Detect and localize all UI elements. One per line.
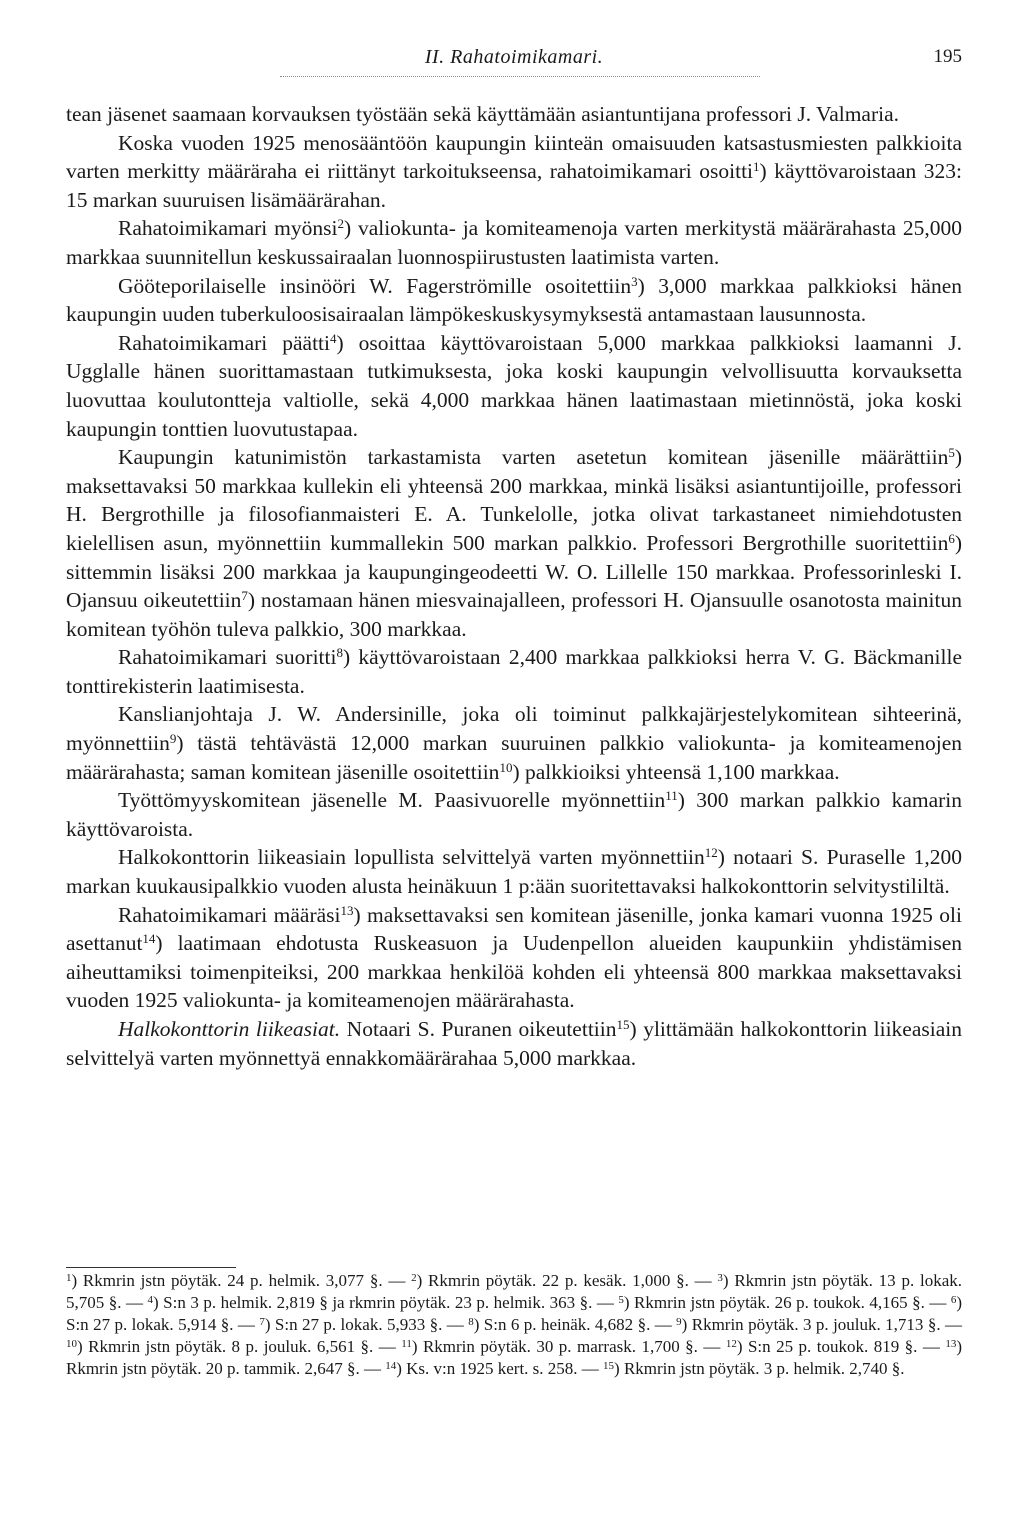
footnote: $^{13}$) Rkmrin jstn pöytäk. 20 p. tammik. 2,647 §. — [66, 1337, 962, 1378]
paragraph: Kaupungin katunimistön tarkastamista varten asetetun komitean jäsenille määrättiin$^5$) maksettavaksi 50 markkaa kullekin eli yhteensä 200 markkaa, minkä lisäksi asiantuntijoille, professori H. Bergrothille ja filosofianmaisteri E. A. Tunkelolle, jotka olivat tarkastaneet nimiehdotusten kielellisen asun, myönnettiin kummallekin 500 markan palkkio. Professori Bergrothille suoritettiin$^6$) sittemmin lisäksi 200 markkaa ja kaupungingeodeetti W. O. Lillelle 150 markkaa. Professorinleski I. Ojansuu oikeutettiin$^7$) nostamaan hänen miesvainajalleen, professori H. Ojansuulle osanotosta mainitun komitean työhön tuleva palkkio, 300 markkaa. [66, 445, 962, 641]
footnote: $^8$) S:n 6 p. heinäk. 4,682 §. — [468, 1315, 677, 1334]
paragraph-continuation: tean jäsenet saamaan korvauksen työstään sekä käyttämään asiantuntijana professori J. Valmaria. [66, 102, 900, 126]
paragraph: Rahatoimikamari määräsi$^{13}$) maksettavaksi sen komitean jäsenille, jonka kamari vuonna 1925 oli asettanut$^{14}$) laatimaan ehdotusta Ruskeasuon ja Uudenpellon alueiden kaupunkiin yhdistämisen aiheuttamiksi toimenpiteiksi, 200 markkaa henkilöä kohden eli yhteensä 800 markkaa maksettavaksi vuoden 1925 valiokunta- ja komiteamenojen määrärahasta. [66, 902, 962, 1013]
paragraph: Rahatoimikamari myönsi$^2$) valiokunta- ja komiteamenoja varten merkitystä määrärahasta 25,000 markkaa suunnitellun keskussairaalan luonnospiirustusten laatimista varten. [66, 216, 963, 269]
page-number: 195 [933, 46, 962, 67]
footnote-ref: 3 [631, 273, 638, 289]
footnote: $^3$) Rkmrin jstn pöytäk. 13 p. lokak. 5,705 §. — [66, 1271, 962, 1312]
footnote-ref: 14 [142, 931, 156, 947]
footnote: $^4$) S:n 3 p. helmik. 2,819 § ja rkmrin pöytäk. 23 p. helmik. 363 §. — [147, 1293, 619, 1312]
running-head [66, 46, 962, 76]
paragraph: Kanslianjohtaja J. W. Andersinille, joka oli toiminut palkkajärjestelykomitean sihteerinä, myönnettiin$^9$) tästä tehtävästä 12,000 markan suuruinen palkkio valiokunta- ja komiteamenojen määrärahasta; saman komitean jäsenille osoitettiin$^{10}$) palkkioiksi yhteensä 1,100 markkaa. [66, 702, 962, 784]
footnote: $^{12}$) S:n 25 p. toukok. 819 §. — [725, 1337, 946, 1356]
footnote: $^5$) Rkmrin jstn pöytäk. 26 p. toukok. 4,165 §. — [618, 1293, 951, 1312]
paragraph: Koska vuoden 1925 menosääntöön kaupungin kiinteän omaisuuden katsastusmiesten palkkioita varten merkitty määräraha ei riittänyt tarkoitukseensa, rahatoimikamari osoitti$^1$) käyttövaroistaan 323: 15 markan suuruisen lisämäärärahan. [66, 130, 963, 212]
footnotes [66, 1270, 962, 1380]
footnote: $^{10}$) Rkmrin jstn pöytäk. 8 p. jouluk. 6,561 §. — [66, 1337, 402, 1356]
paragraph: Halkokonttorin liikeasiat. Notaari S. Puranen oikeutettiin$^{15}$) ylittämään halkokonttorin liikeasiain selvittelyä varten myönnettyä ennakkomäärärahaa 5,000 markkaa. [66, 1017, 962, 1070]
footnote-ref: 9 [169, 731, 177, 747]
footnote-ref: 7 [241, 588, 248, 604]
footnote-ref: 10 [499, 759, 513, 775]
footnote: $^{11}$) Rkmrin pöytäk. 30 p. marrask. 1,700 §. — [401, 1337, 726, 1356]
footnote: $^2$) Rkmrin pöytäk. 22 p. kesäk. 1,000 §. — [411, 1271, 718, 1290]
footnote-ref: 6 [948, 530, 955, 546]
header-rule [280, 76, 760, 77]
footnote: $^{14}$) Ks. v:n 1925 kert. s. 258. — [385, 1359, 604, 1378]
footnote: $^{15}$) Rkmrin jstn pöytäk. 3 p. helmik. 2,740 §. [603, 1359, 905, 1378]
footnote: $^7$) S:n 27 p. lokak. 5,933 §. — [259, 1315, 469, 1334]
footnote: $^9$) Rkmrin pöytäk. 3 p. jouluk. 1,713 §. — [676, 1315, 963, 1334]
paragraph: Työttömyyskomitean jäsenelle M. Paasivuorelle myönnettiin$^{11}$) 300 markan palkkio kamarin käyttövaroista. [66, 788, 963, 841]
footnote: $^6$) S:n 27 p. lokak. 5,914 §. — [66, 1293, 963, 1334]
footnote-ref: 2 [337, 216, 344, 232]
footnote: $^1$) Rkmrin jstn pöytäk. 24 p. helmik. 3,077 §. — [66, 1271, 412, 1290]
footnote-ref: 5 [948, 445, 955, 461]
footnote-ref: 4 [330, 330, 337, 346]
footnote-ref: 13 [340, 902, 354, 918]
footnote-rule [66, 1267, 236, 1268]
footnote-ref: 8 [336, 645, 343, 661]
footnote-ref: 11 [665, 788, 678, 804]
paragraph: Rahatoimikamari päätti$^4$) osoittaa käyttövaroistaan 5,000 markkaa palkkioksi laamanni J. Ugglalle hänen suorittamastaan tutkimuksesta, joka koski kaupungin velvollisuutta korvauksetta luovuttaa koulutontteja valtiolle, sekä 4,000 markkaa hänen laatimastaan mietinnöstä, joka koski kaupungin tonttien luovutustapaa. [66, 330, 962, 441]
running-title: II. Rahatoimikamari. [424, 46, 604, 68]
paragraph: Rahatoimikamari suoritti$^8$) käyttövaroistaan 2,400 markkaa palkkioksi herra V. G. Bäckmanille tonttirekisterin laatimisesta. [66, 645, 963, 698]
footnote-ref: 1 [753, 159, 760, 175]
side-heading: Halkokonttorin liikeasiat. [118, 1017, 341, 1041]
paragraph: Halkokonttorin liikeasiain lopullista selvittelyä varten myönnettiin$^{12}$) notaari S. Puraselle 1,200 markan kuukausipalkkio vuoden alusta heinäkuun 1 p:ään suoritettavaksi halkokonttorin selvitystililtä. [66, 845, 962, 899]
paragraph: Gööteporilaiselle insinööri W. Fagerströmille osoitettiin$^3$) 3,000 markkaa palkkioksi hänen kaupungin uuden tuberkuloosisairaalan lämpökeskuskysymyksestä antamastaan lausunnosta. [66, 273, 962, 327]
body-text [66, 100, 962, 1072]
footnote-ref: 15 [616, 1017, 630, 1032]
footnote-ref: 12 [704, 845, 718, 861]
